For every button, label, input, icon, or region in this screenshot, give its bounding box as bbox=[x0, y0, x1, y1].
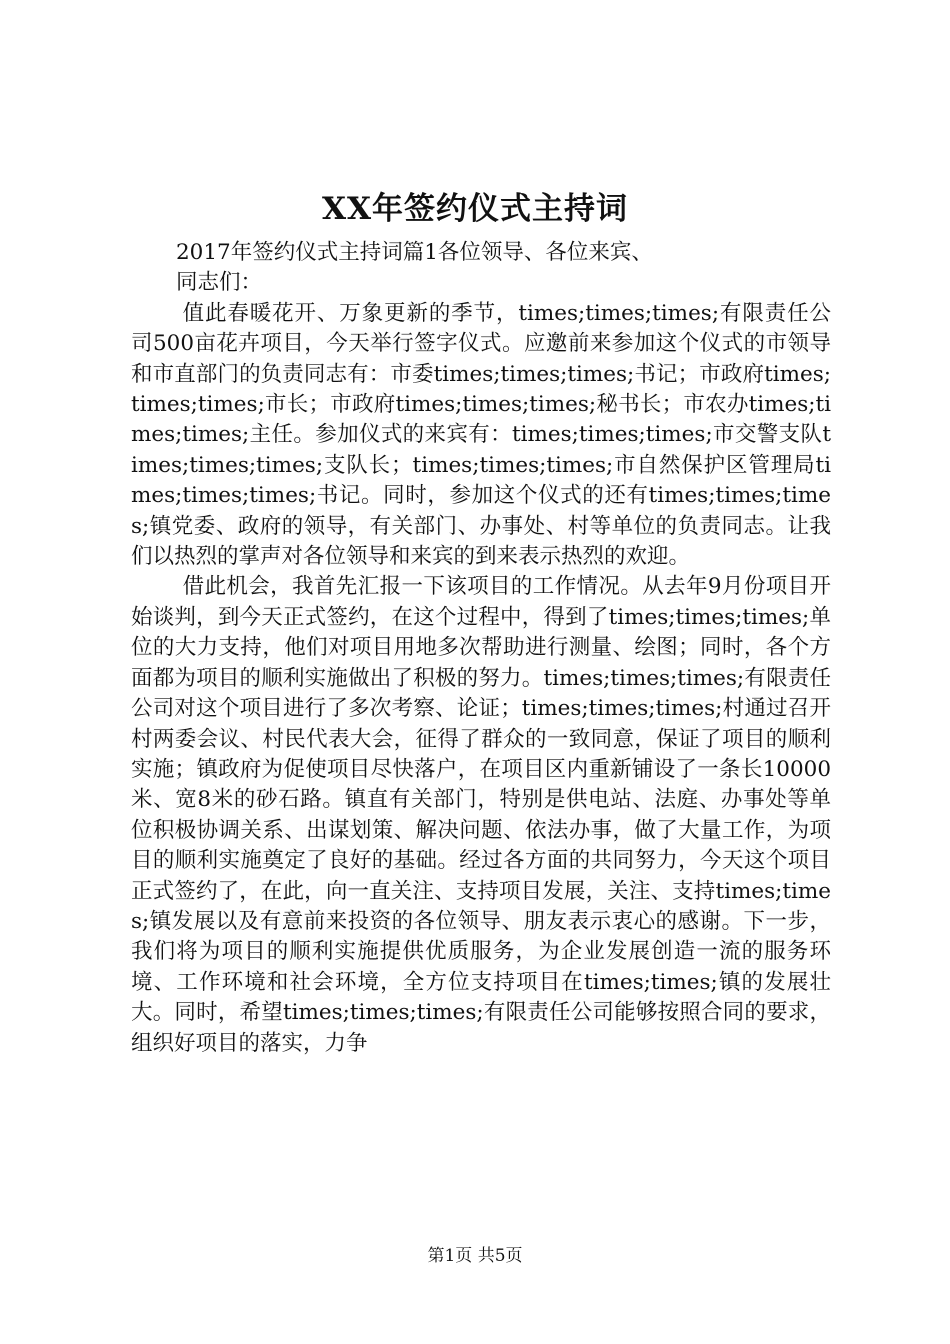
body-paragraph-1: 值此春暖花开、万象更新的季节，times;times;times;有限责任公司500亩花卉项目，今天举行签字仪式。应邀前来参加这个仪式的市领导和市直部门的负责同志有：市委times;times;times;书记；市政府times;times;times;市长；市政府times;times;times;秘书长；市农办times;times;times;主任。参加仪式的来宾有：times;times;times;市交警支队times;times;times;支队长；times;times;times;市自然保护区管理局times;times;times;书记。同时，参加这个仪式的还有times;times;times;镇党委、政府的领导，有关部门、办事处、村等单位的负责同志。让我们以热烈的掌声对各位领导和来宾的到来表示热烈的欢迎。 bbox=[131, 300, 831, 570]
document-body bbox=[131, 238, 831, 1059]
page-footer: 第1页 共5页 bbox=[427, 1246, 523, 1266]
greeting-line: 同志们： bbox=[176, 270, 263, 296]
document-title: XX年签约仪式主持词 bbox=[321, 191, 629, 227]
body-paragraph-2: 借此机会，我首先汇报一下该项目的工作情况。从去年9月份项目开始谈判，到今天正式签约，在这个过程中，得到了times;times;times;单位的大力支持，他们对项目用地多次帮助进行测量、绘图；同时，各个方面都为项目的顺利实施做出了积极的努力。times;times;times;有限责任公司对这个项目进行了多次考察、论证；times;times;times;村通过召开村两委会议、村民代表大会，征得了群众的一致同意，保证了项目的顺利实施；镇政府为促使项目尽快落户，在项目区内重新铺设了一条长10000米、宽8米的砂石路。镇直有关部门，特别是供电站、法庭、办事处等单位积极协调关系、出谋划策、解决问题、依法办事，做了大量工作，为项目的顺利实施奠定了良好的基础。经过各方面的共同努力，今天这个项目正式签约了，在此，向一直关注、支持项目发展，关注、支持times;times;镇发展以及有意前来投资的各位领导、朋友表示衷心的感谢。下一步，我们将为项目的顺利实施提供优质服务，为企业发展创造一流的服务环境、工作环境和社会环境，全方位支持项目在times;times;镇的发展壮大。同时，希望times;times;times;有限责任公司能够按照合同的要求，组织好项目的落实，力争 bbox=[131, 574, 831, 1056]
intro-line: 2017年签约仪式主持词篇1各位领导、各位来宾、 bbox=[176, 240, 653, 265]
